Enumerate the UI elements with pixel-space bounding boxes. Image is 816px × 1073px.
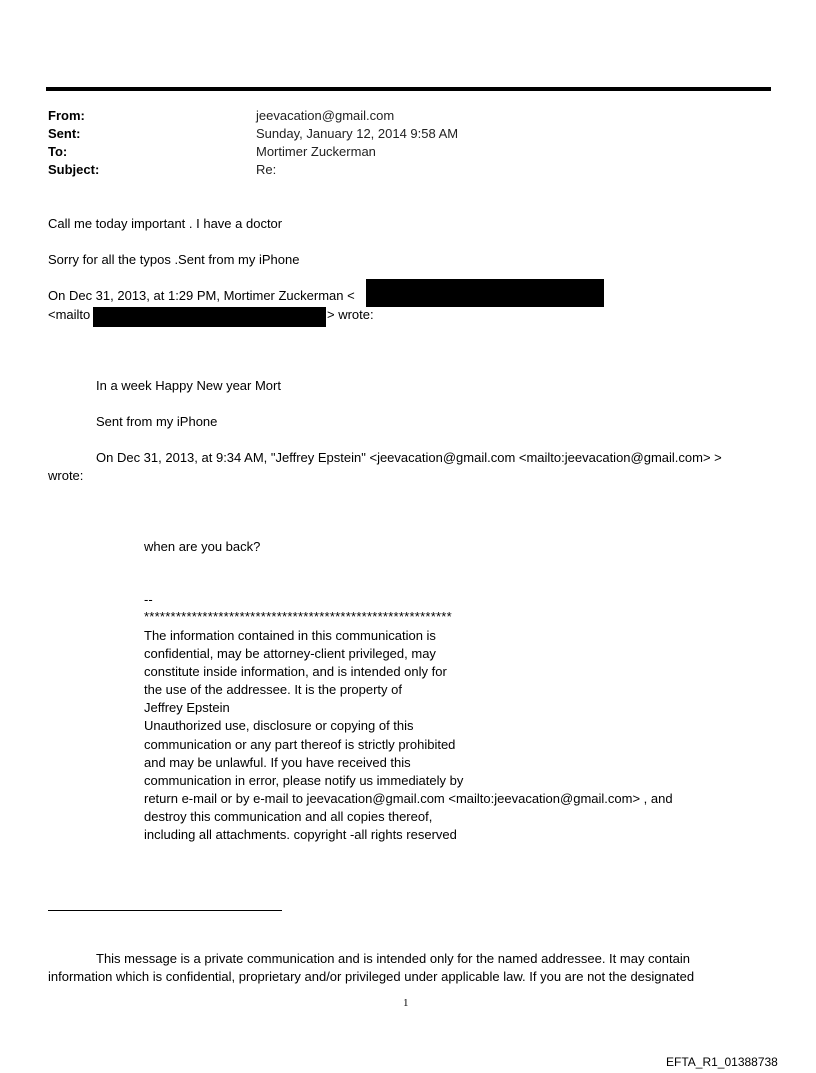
footnote-separator <box>48 910 282 911</box>
redaction-box <box>93 307 326 327</box>
body-line-1: Call me today important . I have a doctor <box>48 216 283 231</box>
to-label: To: <box>48 144 68 159</box>
bates-number: EFTA_R1_01388738 <box>666 1055 778 1069</box>
subject-value: Re: <box>256 162 277 177</box>
header-rule <box>46 87 771 91</box>
redaction-box <box>366 279 604 307</box>
reply-1-line-1: In a week Happy New year Mort <box>96 378 281 393</box>
disclaimer-line: communication in error, please notify us immediately by <box>144 772 464 788</box>
sent-value: Sunday, January 12, 2014 9:58 AM <box>256 126 459 141</box>
footer-notice <box>48 950 748 986</box>
page-number: 1 <box>403 997 409 1009</box>
subject-label: Subject: <box>48 162 100 177</box>
disclaimer-line: The information contained in this communication is <box>144 628 436 643</box>
quote-1-header-line-1: On Dec 31, 2013, at 1:29 PM, Mortimer Zuckerman < <box>48 288 355 303</box>
disclaimer-line: return e-mail or by e-mail to jeevacation@gmail.com <mailto:jeevacation@gmail.com> , and <box>144 790 673 806</box>
disclaimer-line: and may be unlawful. If you have received this <box>144 754 411 770</box>
footer-line-1: This message is a private communication and is intended only for the named addressee. It may contain <box>96 951 690 966</box>
confidentiality-disclaimer <box>144 627 673 844</box>
to-value: Mortimer Zuckerman <box>256 144 376 159</box>
from-label: From: <box>48 108 85 123</box>
disclaimer-line: confidential, may be attorney-client privileged, may <box>144 646 436 662</box>
quote-1-header-line-2-end: > wrote: <box>327 307 374 322</box>
body-line-2: Sorry for all the typos .Sent from my iPhone <box>48 252 300 267</box>
disclaimer-line: including all attachments. copyright -all rights reserved <box>144 827 457 843</box>
from-value: jeevacation@gmail.com <box>256 108 395 123</box>
quote-2-header-line-2: wrote: <box>48 468 84 483</box>
disclaimer-line: the use of the addressee. It is the property of <box>144 682 402 698</box>
footer-line-2: information which is confidential, proprietary and/or privileged under applicable law. If you are not the designated <box>48 969 695 984</box>
reply-2-question: when are you back? <box>144 539 261 554</box>
reply-1-line-2: Sent from my iPhone <box>96 414 218 429</box>
disclaimer-line: communication or any part thereof is strictly prohibited <box>144 736 456 752</box>
signature-stars: ********************************************************** <box>144 609 452 624</box>
signature-dash: -- <box>144 592 153 607</box>
disclaimer-line: Jeffrey Epstein <box>144 700 230 716</box>
disclaimer-line: Unauthorized use, disclosure or copying of this <box>144 718 414 734</box>
quote-1-header-line-2-start: <mailto <box>48 307 91 322</box>
disclaimer-line: constitute inside information, and is intended only for <box>144 664 447 680</box>
quote-2-header-line-1: On Dec 31, 2013, at 9:34 AM, "Jeffrey Epstein" <jeevacation@gmail.com <mailto:jeevacation@gmail.com> > <box>96 450 722 465</box>
sent-label: Sent: <box>48 126 81 141</box>
disclaimer-line: destroy this communication and all copies thereof, <box>144 808 433 824</box>
